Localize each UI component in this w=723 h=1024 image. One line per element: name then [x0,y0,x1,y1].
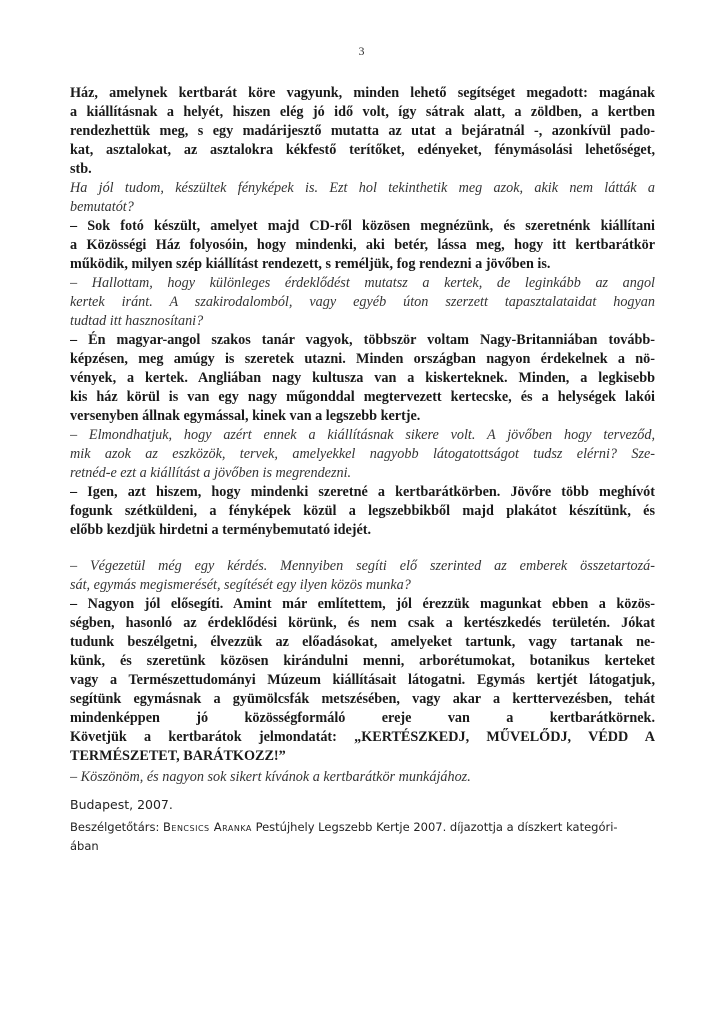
answer-paragraph [70,84,655,179]
text-line: – Végezetül még egy kérdés. Mennyiben segíti elő szerinted az emberek összetartozá- [70,558,655,574]
text-line: működik, milyen szép kiállítást rendezett, s reméljük, fog rendezni a jövőben is. [70,256,551,272]
text-line: rendezhettük meg, s egy madárijesztő mutatta az utat a bejáratnál -, azonkívül pado- [70,123,655,139]
interviewee-credit [70,818,655,837]
credit-prefix: Beszélgetőtárs: [70,820,163,834]
question-paragraph [70,274,655,331]
text-line: versenyben állnak egymással, kinek van a legszebb kertje. [70,408,421,424]
answer-paragraph [70,483,655,540]
page-number: 3 [358,44,365,58]
text-line: vények, a kertek. Angliában nagy kultusza van a kiskerteknek. Minden, a legkisebb [70,370,655,386]
text-line: kis ház körül is van egy nagy műgonddal megtervezett kertecske, és a helységek lakói [70,389,655,405]
text-line: képzésen, meg amúgy is szeretek utazni. Minden országban nagyon érdekelnek a nö- [70,351,655,367]
text-line: előbb kezdjük hirdetni a terménybemutató idejét. [70,522,372,538]
text-line: – Én magyar-angol szakos tanár vagyok, többször voltam Nagy-Britanniában tovább- [70,332,655,348]
text-line: Ha jól tudom, készültek fényképek is. Ezt hol tekinthetik meg azok, akik nem látták a [70,180,655,196]
text-line: – Sok fotó készült, amelyet majd CD-ről közösen megnézünk, és szeretnénk kiállítani [70,218,655,234]
credit-continuation: ában [70,839,99,853]
interviewee-name: Bencsics Aranka [163,820,252,834]
question-paragraph [70,557,655,595]
text-line: – Nagyon jól elősegíti. Amint már említettem, jól érezzük magunkat ebben a közös- [70,596,655,612]
text-line: a kiállításnak a helyét, hiszen elég jó idő volt, így sátrak alatt, a zöldben, a kertben [70,104,655,120]
text-line: tudunk beszélgetni, élvezzük az előadásokat, amelyeket tartunk, vagy tartanak ne- [70,634,655,650]
closing-remark: – Köszönöm, és nagyon sok sikert kívánok a kertbarátkör munkájához. [70,769,471,785]
question-paragraph [70,179,655,217]
question-paragraph [70,426,655,483]
place-date: Budapest, 2007. [70,797,173,812]
text-line: mindenképpen jó közösségformáló ereje van a kertbarátkörnek. [70,710,655,726]
text-line: – Elmondhatjuk, hogy azért ennek a kiállításnak sikere volt. A jövőben hogy terveződ, [70,427,655,443]
text-line: vagy a Természettudományi Múzeum kiállításait látogatni. Egymás kertjét látogatjuk, [70,672,655,688]
text-line: ségben, hasonló az érdeklődési körünk, és nem csak a kertészkedés területén. Jókat [70,615,655,631]
text-line: TERMÉSZETET, BARÁTKOZZ!” [70,748,286,764]
text-line: kat, asztalokat, az asztalokra kékfestő terítőket, edényeket, fénymásolási lehetőséget, [70,142,655,158]
text-line: fogunk szétküldeni, a fényképek közül a legszebbikből majd plakátot készítünk, és [70,503,655,519]
answer-paragraph [70,595,655,766]
text-line: mik azok az eszközök, tervek, amelyekkel nagyobb látogatottságot tudsz elérni? Sze- [70,446,655,462]
text-line: kertek iránt. A szakirodalomból, vagy egyéb úton szerzett tapasztalataidat hogyan [70,294,655,310]
text-line: sát, egymás megismerését, segítését egy ilyen közös munka? [70,577,411,593]
answer-paragraph [70,217,655,274]
text-line: a Közösségi Ház folyosóin, hogy mindenki, aki betér, lássa meg, hogy itt kertbarátkör [70,237,655,253]
text-line: tudtad itt hasznosítani? [70,313,204,329]
credit-description: Pestújhely Legszebb Kertje 2007. díjazottja a díszkert kategóri- [251,820,618,834]
interview-body [70,84,655,856]
text-line: Követjük a kertbarátok jelmondatát: „KERTÉSZKEDJ, MŰVELŐDJ, VÉDD A [70,729,655,745]
text-line: segítünk egymásnak a gyümölcsfák metszésében, vagy akar a kerttervezésben, tehát [70,691,655,707]
text-line: retnéd-e ezt a kiállítást a jövőben is megrendezni. [70,465,352,481]
text-line: Ház, amelynek kertbarát köre vagyunk, minden lehető segítséget megadott: magának [70,85,655,101]
text-line: künk, és szeretünk közösen kirándulni menni, arborétumokat, botanikus kerteket [70,653,655,669]
answer-paragraph [70,331,655,426]
text-line: – Igen, azt hiszem, hogy mindenki szeretné a kertbarátkörben. Jövőre több meghívót [70,484,655,500]
paragraph-gap [70,540,655,557]
text-line: bemutatót? [70,199,134,215]
text-line: stb. [70,161,92,177]
text-line: – Hallottam, hogy különleges érdeklődést mutatsz a kertek, de leginkább az angol [70,275,655,291]
